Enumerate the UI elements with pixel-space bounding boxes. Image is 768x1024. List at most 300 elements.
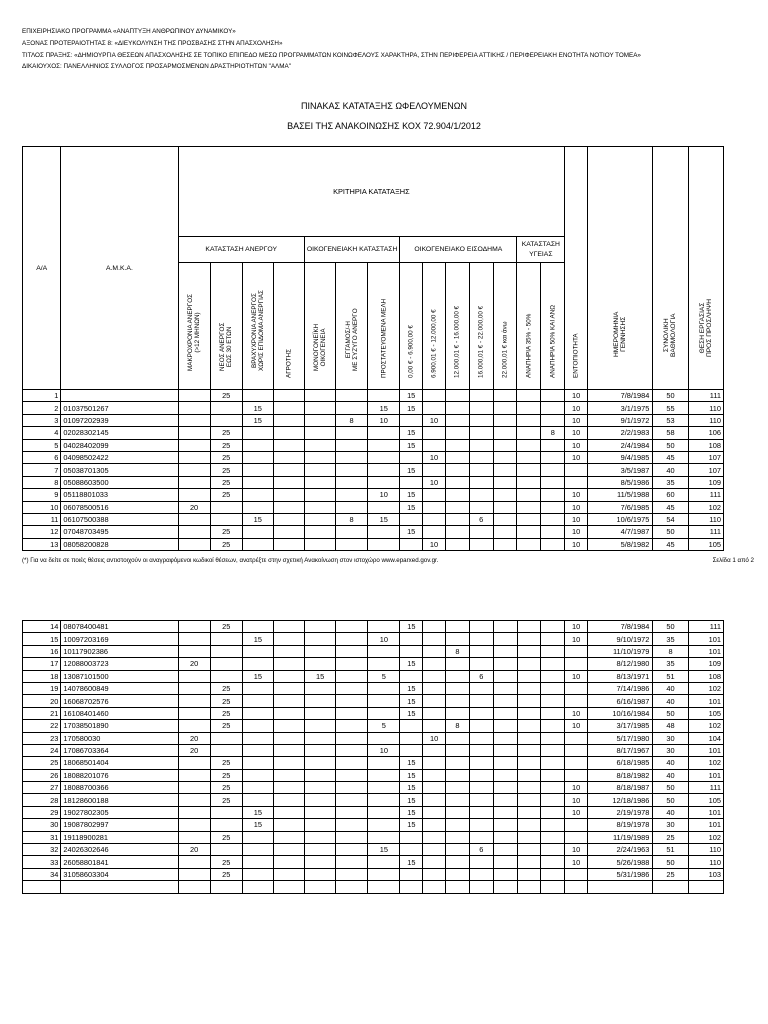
cell-position: 111 bbox=[688, 390, 723, 402]
cell-total-score: 30 bbox=[653, 744, 688, 756]
cell-criterion bbox=[210, 645, 242, 657]
cell-locality: 10 bbox=[565, 451, 588, 463]
cell-criterion: 25 bbox=[210, 769, 242, 781]
cell-criterion bbox=[368, 769, 400, 781]
cell-criterion bbox=[368, 621, 400, 633]
cell-locality bbox=[565, 658, 588, 670]
cell-criterion bbox=[178, 707, 210, 719]
cell-aa: 5 bbox=[23, 439, 61, 451]
cell-criterion bbox=[400, 844, 423, 856]
cell-criterion: 6 bbox=[469, 670, 493, 682]
cell-criterion: 15 bbox=[242, 806, 273, 818]
cell-criterion bbox=[541, 732, 565, 744]
cell-criterion bbox=[423, 489, 446, 501]
cell-empty bbox=[541, 881, 565, 893]
cell-birth-date: 4/7/1987 bbox=[588, 526, 653, 538]
cell-criterion bbox=[242, 621, 273, 633]
cell-total-score: 50 bbox=[653, 782, 688, 794]
cell-criterion bbox=[469, 856, 493, 868]
cell-criterion bbox=[446, 844, 470, 856]
cell-empty bbox=[688, 881, 723, 893]
cell-criterion bbox=[273, 695, 304, 707]
header-disability-2: ΑΝΑΠΗΡΙΑ 50% ΚΑΙ ΑΝΩ bbox=[541, 263, 565, 390]
header-line-program: ΕΠΙΧΕΙΡΗΣΙΑΚΟ ΠΡΟΓΡΑΜΜΑ «ΑΝΑΠΤΥΞΗ ΑΝΘΡΩΠΙΝΟΥ ΔΥΝΑΜΙΚΟΥ» bbox=[22, 28, 236, 35]
cell-criterion bbox=[469, 501, 493, 513]
cell-criterion bbox=[242, 732, 273, 744]
cell-criterion: 15 bbox=[242, 513, 273, 525]
cell-locality bbox=[565, 868, 588, 880]
cell-aa: 1 bbox=[23, 390, 61, 402]
table-row bbox=[23, 868, 724, 880]
cell-criterion bbox=[336, 645, 368, 657]
cell-criterion: 15 bbox=[400, 464, 423, 476]
cell-birth-date: 2/4/1984 bbox=[588, 439, 653, 451]
cell-amka: 17038501890 bbox=[61, 720, 178, 732]
cell-amka: 19027802305 bbox=[61, 806, 178, 818]
cell-criterion bbox=[368, 526, 400, 538]
table-row bbox=[23, 819, 724, 831]
cell-position: 106 bbox=[688, 427, 723, 439]
cell-criterion bbox=[336, 526, 368, 538]
cell-criterion bbox=[304, 390, 335, 402]
cell-empty bbox=[423, 881, 446, 893]
cell-criterion bbox=[305, 831, 336, 843]
cell-criterion: 15 bbox=[400, 806, 423, 818]
cell-locality: 10 bbox=[565, 844, 588, 856]
cell-criterion: 25 bbox=[210, 720, 242, 732]
cell-criterion bbox=[446, 794, 470, 806]
cell-locality: 10 bbox=[565, 720, 588, 732]
cell-criterion bbox=[336, 427, 368, 439]
cell-aa: 29 bbox=[23, 806, 61, 818]
cell-locality bbox=[565, 757, 588, 769]
cell-criterion bbox=[493, 868, 517, 880]
cell-criterion bbox=[541, 856, 565, 868]
cell-criterion: 10 bbox=[423, 732, 446, 744]
cell-aa: 20 bbox=[23, 695, 61, 707]
cell-position: 101 bbox=[688, 695, 723, 707]
cell-criterion bbox=[423, 439, 446, 451]
cell-empty bbox=[178, 881, 210, 893]
cell-criterion bbox=[469, 868, 493, 880]
cell-criterion bbox=[541, 720, 565, 732]
cell-criterion bbox=[242, 794, 273, 806]
cell-position: 110 bbox=[688, 414, 723, 426]
cell-criterion bbox=[517, 501, 541, 513]
cell-empty bbox=[517, 881, 541, 893]
cell-criterion bbox=[469, 769, 493, 781]
cell-empty bbox=[446, 881, 470, 893]
table-row bbox=[23, 645, 724, 657]
cell-position: 107 bbox=[688, 464, 723, 476]
header-disability-1: ΑΝΑΠΗΡΙΑ 35% - 50% bbox=[517, 263, 541, 390]
cell-criterion bbox=[368, 451, 400, 463]
cell-criterion bbox=[368, 464, 400, 476]
cell-aa: 25 bbox=[23, 757, 61, 769]
cell-birth-date: 7/14/1986 bbox=[588, 682, 653, 694]
table-row bbox=[23, 538, 724, 550]
cell-birth-date: 11/5/1988 bbox=[588, 489, 653, 501]
cell-criterion bbox=[210, 402, 242, 414]
cell-position: 101 bbox=[688, 744, 723, 756]
cell-criterion bbox=[242, 526, 273, 538]
cell-locality: 10 bbox=[565, 414, 588, 426]
cell-criterion bbox=[493, 757, 517, 769]
cell-total-score: 50 bbox=[653, 526, 688, 538]
cell-locality: 10 bbox=[565, 670, 588, 682]
table-row bbox=[23, 513, 724, 525]
cell-criterion bbox=[273, 844, 304, 856]
cell-criterion bbox=[517, 439, 541, 451]
cell-aa: 11 bbox=[23, 513, 61, 525]
cell-criterion bbox=[336, 732, 368, 744]
cell-criterion bbox=[336, 633, 368, 645]
cell-criterion bbox=[517, 538, 541, 550]
cell-criterion bbox=[336, 707, 368, 719]
cell-criterion: 15 bbox=[400, 782, 423, 794]
cell-criterion bbox=[305, 732, 336, 744]
cell-criterion bbox=[305, 856, 336, 868]
cell-criterion bbox=[273, 707, 304, 719]
cell-criterion bbox=[423, 513, 446, 525]
cell-criterion bbox=[517, 794, 541, 806]
cell-criterion: 25 bbox=[210, 831, 242, 843]
cell-criterion bbox=[178, 414, 210, 426]
header-group-unemployed: ΚΑΤΑΣΤΑΣΗ ΑΝΕΡΓΟΥ bbox=[178, 237, 304, 263]
cell-criterion bbox=[242, 720, 273, 732]
cell-position: 110 bbox=[688, 513, 723, 525]
cell-birth-date: 6/18/1985 bbox=[588, 757, 653, 769]
cell-criterion bbox=[541, 538, 565, 550]
cell-criterion bbox=[446, 831, 470, 843]
cell-criterion bbox=[493, 670, 517, 682]
cell-birth-date: 7/8/1984 bbox=[588, 621, 653, 633]
table-row bbox=[23, 732, 724, 744]
cell-criterion bbox=[304, 427, 335, 439]
cell-criterion bbox=[368, 645, 400, 657]
cell-criterion bbox=[336, 451, 368, 463]
cell-criterion bbox=[242, 856, 273, 868]
cell-criterion bbox=[178, 695, 210, 707]
cell-birth-date: 11/10/1979 bbox=[588, 645, 653, 657]
cell-total-score: 35 bbox=[653, 476, 688, 488]
cell-locality: 10 bbox=[565, 427, 588, 439]
cell-criterion bbox=[493, 844, 517, 856]
cell-criterion bbox=[400, 831, 423, 843]
cell-criterion: 15 bbox=[368, 844, 400, 856]
table-row bbox=[23, 707, 724, 719]
cell-criterion bbox=[469, 414, 493, 426]
cell-criterion: 20 bbox=[178, 732, 210, 744]
cell-aa: 24 bbox=[23, 744, 61, 756]
cell-criterion bbox=[517, 645, 541, 657]
cell-criterion bbox=[446, 670, 470, 682]
cell-criterion bbox=[336, 658, 368, 670]
cell-locality bbox=[565, 682, 588, 694]
cell-criterion bbox=[273, 513, 304, 525]
cell-criterion bbox=[517, 720, 541, 732]
cell-criterion: 25 bbox=[210, 621, 242, 633]
cell-criterion bbox=[336, 794, 368, 806]
cell-criterion bbox=[493, 501, 517, 513]
cell-aa: 16 bbox=[23, 645, 61, 657]
cell-amka: 16068702576 bbox=[61, 695, 178, 707]
cell-criterion bbox=[178, 720, 210, 732]
cell-criterion bbox=[242, 695, 273, 707]
cell-criterion bbox=[469, 806, 493, 818]
cell-locality bbox=[565, 831, 588, 843]
cell-birth-date: 8/12/1980 bbox=[588, 658, 653, 670]
cell-criterion bbox=[423, 794, 446, 806]
cell-birth-date: 9/1/1972 bbox=[588, 414, 653, 426]
cell-aa: 17 bbox=[23, 658, 61, 670]
cell-criterion bbox=[423, 427, 446, 439]
cell-birth-date: 5/17/1980 bbox=[588, 732, 653, 744]
cell-criterion: 15 bbox=[400, 856, 423, 868]
table-row bbox=[23, 476, 724, 488]
cell-criterion bbox=[469, 645, 493, 657]
cell-criterion bbox=[273, 732, 304, 744]
cell-criterion bbox=[178, 856, 210, 868]
cell-criterion bbox=[336, 856, 368, 868]
cell-criterion: 15 bbox=[242, 670, 273, 682]
cell-criterion bbox=[400, 513, 423, 525]
cell-criterion bbox=[210, 633, 242, 645]
cell-aa: 18 bbox=[23, 670, 61, 682]
cell-criterion bbox=[336, 744, 368, 756]
cell-criterion bbox=[273, 633, 304, 645]
cell-criterion bbox=[178, 621, 210, 633]
cell-criterion bbox=[423, 645, 446, 657]
cell-amka bbox=[61, 390, 178, 402]
cell-criterion bbox=[423, 464, 446, 476]
cell-criterion bbox=[469, 720, 493, 732]
cell-criterion bbox=[178, 670, 210, 682]
cell-criterion bbox=[273, 658, 304, 670]
cell-criterion bbox=[493, 658, 517, 670]
cell-position: 110 bbox=[688, 844, 723, 856]
cell-criterion bbox=[242, 489, 273, 501]
cell-criterion bbox=[273, 621, 304, 633]
cell-criterion: 25 bbox=[210, 782, 242, 794]
cell-criterion bbox=[493, 744, 517, 756]
cell-criterion: 15 bbox=[400, 757, 423, 769]
cell-criterion bbox=[336, 464, 368, 476]
cell-criterion bbox=[493, 390, 517, 402]
cell-criterion bbox=[446, 806, 470, 818]
cell-criterion bbox=[517, 868, 541, 880]
cell-criterion bbox=[178, 489, 210, 501]
cell-birth-date: 9/10/1972 bbox=[588, 633, 653, 645]
cell-criterion bbox=[541, 868, 565, 880]
table-row bbox=[23, 757, 724, 769]
cell-criterion bbox=[336, 720, 368, 732]
cell-criterion bbox=[517, 707, 541, 719]
cell-total-score: 58 bbox=[653, 427, 688, 439]
cell-criterion bbox=[493, 794, 517, 806]
cell-criterion bbox=[446, 744, 470, 756]
cell-criterion: 10 bbox=[368, 744, 400, 756]
cell-criterion bbox=[541, 782, 565, 794]
cell-criterion bbox=[469, 526, 493, 538]
cell-position: 107 bbox=[688, 451, 723, 463]
cell-criterion bbox=[493, 476, 517, 488]
cell-criterion bbox=[242, 868, 273, 880]
cell-empty bbox=[242, 881, 273, 893]
cell-criterion bbox=[469, 682, 493, 694]
cell-total-score: 40 bbox=[653, 464, 688, 476]
cell-criterion bbox=[517, 856, 541, 868]
cell-criterion bbox=[541, 464, 565, 476]
cell-birth-date: 7/8/1984 bbox=[588, 390, 653, 402]
cell-criterion: 8 bbox=[541, 427, 565, 439]
document-title: ΠΙΝΑΚΑΣ ΚΑΤΑΤΑΞΗΣ ΩΦΕΛΟΥΜΕΝΩΝ bbox=[301, 101, 467, 111]
cell-locality: 10 bbox=[565, 489, 588, 501]
cell-criterion bbox=[273, 390, 304, 402]
cell-total-score: 50 bbox=[653, 794, 688, 806]
cell-criterion bbox=[541, 451, 565, 463]
cell-criterion bbox=[368, 476, 400, 488]
cell-criterion bbox=[210, 819, 242, 831]
cell-criterion bbox=[305, 868, 336, 880]
cell-criterion bbox=[541, 476, 565, 488]
cell-birth-date: 12/18/1986 bbox=[588, 794, 653, 806]
cell-criterion bbox=[446, 707, 470, 719]
table-row bbox=[23, 464, 724, 476]
cell-position: 101 bbox=[688, 645, 723, 657]
cell-position: 102 bbox=[688, 831, 723, 843]
cell-locality: 10 bbox=[565, 856, 588, 868]
cell-criterion bbox=[336, 476, 368, 488]
cell-criterion bbox=[210, 670, 242, 682]
header-info bbox=[22, 26, 641, 73]
cell-birth-date: 10/16/1984 bbox=[588, 707, 653, 719]
cell-criterion bbox=[368, 806, 400, 818]
cell-locality: 10 bbox=[565, 794, 588, 806]
cell-position: 108 bbox=[688, 670, 723, 682]
cell-criterion bbox=[423, 782, 446, 794]
header-aa: Α/Α bbox=[23, 147, 61, 390]
header-income-4: 16.000,01 € - 22.000,00 € bbox=[469, 263, 493, 390]
cell-criterion: 15 bbox=[305, 670, 336, 682]
cell-criterion bbox=[493, 526, 517, 538]
cell-criterion bbox=[541, 513, 565, 525]
cell-criterion bbox=[304, 402, 335, 414]
header-birth-date: ΗΜΕΡΟΜΗΝΙΑ ΓΕΝΝΗΣΗΣ bbox=[588, 147, 653, 390]
cell-criterion bbox=[423, 757, 446, 769]
cell-criterion bbox=[517, 390, 541, 402]
cell-criterion: 15 bbox=[400, 402, 423, 414]
cell-aa: 9 bbox=[23, 489, 61, 501]
cell-criterion bbox=[541, 831, 565, 843]
cell-criterion bbox=[541, 402, 565, 414]
cell-criterion bbox=[400, 645, 423, 657]
cell-criterion: 8 bbox=[446, 720, 470, 732]
cell-empty bbox=[368, 881, 400, 893]
cell-criterion bbox=[517, 844, 541, 856]
cell-criterion bbox=[178, 439, 210, 451]
table-row bbox=[23, 414, 724, 426]
table-body-page-2 bbox=[23, 621, 724, 894]
cell-criterion bbox=[178, 806, 210, 818]
cell-criterion bbox=[400, 670, 423, 682]
table-row bbox=[23, 720, 724, 732]
cell-criterion bbox=[517, 744, 541, 756]
cell-criterion bbox=[273, 720, 304, 732]
cell-criterion bbox=[541, 489, 565, 501]
cell-criterion bbox=[541, 526, 565, 538]
cell-criterion: 25 bbox=[210, 427, 242, 439]
cell-criterion: 15 bbox=[242, 633, 273, 645]
cell-empty bbox=[336, 881, 368, 893]
cell-criterion bbox=[541, 633, 565, 645]
cell-criterion bbox=[446, 658, 470, 670]
cell-criterion bbox=[445, 538, 469, 550]
cell-criterion bbox=[242, 645, 273, 657]
cell-criterion bbox=[368, 831, 400, 843]
cell-aa: 28 bbox=[23, 794, 61, 806]
cell-criterion bbox=[273, 501, 304, 513]
cell-criterion bbox=[541, 501, 565, 513]
header-total-score: ΣΥΝΟΛΙΚΗ ΒΑΘΜΟΛΟΓΙΑ bbox=[653, 147, 688, 390]
cell-criterion bbox=[446, 769, 470, 781]
cell-birth-date: 2/2/1983 bbox=[588, 427, 653, 439]
header-amka: Α.Μ.Κ.Α. bbox=[61, 147, 178, 390]
cell-criterion bbox=[400, 476, 423, 488]
cell-criterion bbox=[541, 414, 565, 426]
cell-criterion bbox=[517, 782, 541, 794]
cell-locality bbox=[565, 732, 588, 744]
cell-criterion bbox=[178, 402, 210, 414]
cell-amka: 05038701305 bbox=[61, 464, 178, 476]
cell-position: 102 bbox=[688, 757, 723, 769]
table-row bbox=[23, 501, 724, 513]
cell-criterion bbox=[242, 782, 273, 794]
cell-criterion bbox=[423, 682, 446, 694]
cell-criterion bbox=[273, 794, 304, 806]
cell-criterion: 8 bbox=[446, 645, 470, 657]
cell-amka: 06078500516 bbox=[61, 501, 178, 513]
cell-criterion bbox=[423, 390, 446, 402]
cell-aa: 6 bbox=[23, 451, 61, 463]
cell-criterion bbox=[210, 844, 242, 856]
table-row bbox=[23, 427, 724, 439]
cell-criterion bbox=[469, 744, 493, 756]
cell-position: 109 bbox=[688, 476, 723, 488]
cell-criterion bbox=[368, 707, 400, 719]
cell-criterion bbox=[210, 658, 242, 670]
cell-criterion bbox=[210, 806, 242, 818]
cell-criterion bbox=[242, 844, 273, 856]
cell-aa: 32 bbox=[23, 844, 61, 856]
cell-criterion bbox=[368, 757, 400, 769]
table-row bbox=[23, 451, 724, 463]
cell-criterion bbox=[493, 769, 517, 781]
cell-birth-date: 8/18/1987 bbox=[588, 782, 653, 794]
cell-locality: 10 bbox=[565, 782, 588, 794]
cell-criterion bbox=[336, 757, 368, 769]
cell-criterion bbox=[493, 645, 517, 657]
footnote: (*) Για να δείτε σε ποιές θέσεις αντιστοιχούν οι αναγραφόμενοι κωδικοί θέσεων, ανατρέξτε στην σχετική Ανακοίνωση στον ιστοχώρο www.eparxed.gov.gr. bbox=[22, 557, 439, 564]
cell-criterion: 20 bbox=[178, 744, 210, 756]
cell-criterion bbox=[469, 538, 493, 550]
cell-criterion bbox=[517, 757, 541, 769]
cell-criterion bbox=[400, 720, 423, 732]
cell-empty bbox=[400, 881, 423, 893]
cell-criterion bbox=[493, 806, 517, 818]
cell-position: 101 bbox=[688, 633, 723, 645]
table-row bbox=[23, 621, 724, 633]
